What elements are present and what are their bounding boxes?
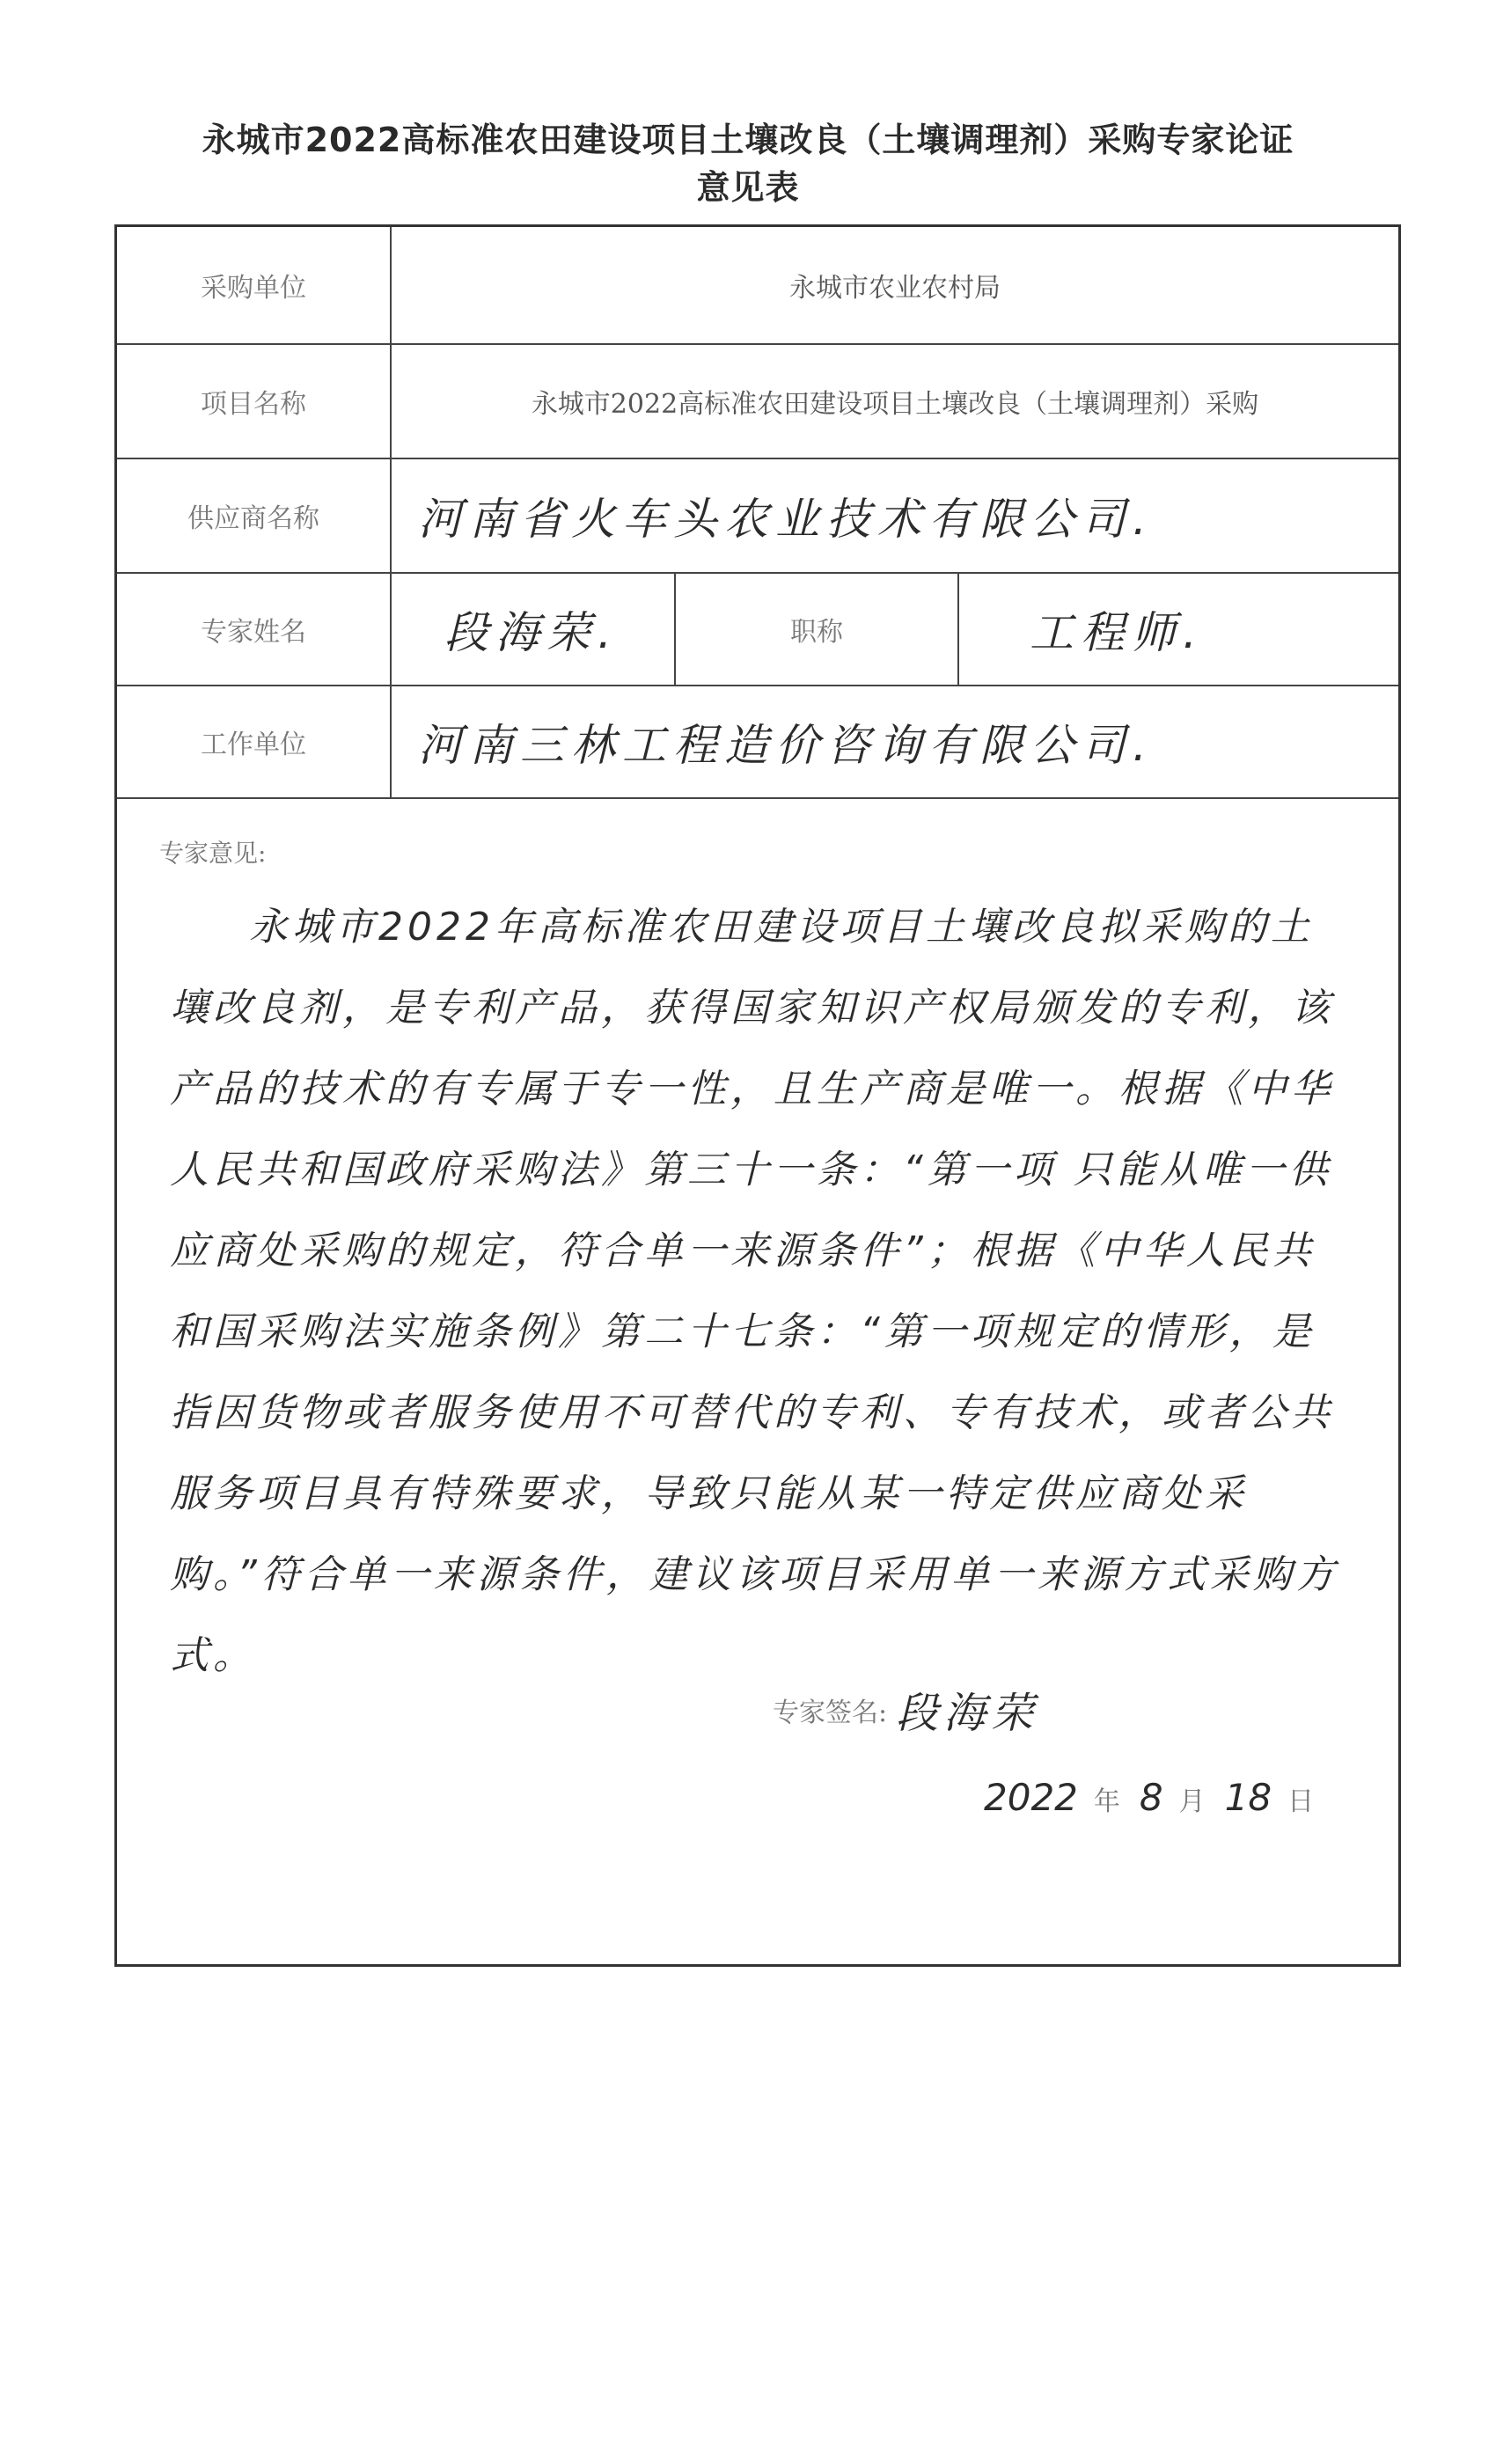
supplier-label: 供应商名称	[117, 459, 392, 572]
employer-label: 工作单位	[117, 686, 392, 797]
form-title-line2: 意见表	[696, 168, 800, 207]
signature-block	[773, 1679, 1038, 1740]
date-day-unit: 日	[1287, 1786, 1315, 1817]
opinion-form-table	[114, 224, 1401, 1967]
employer-value: 河南三林工程造价咨询有限公司.	[418, 720, 1154, 771]
signature-label: 专家签名:	[773, 1697, 888, 1728]
purchaser-label: 采购单位	[117, 227, 392, 343]
date-month: 8	[1139, 1776, 1163, 1819]
signature-value: 段海荣	[896, 1689, 1039, 1738]
form-title-line1: 永城市2022高标准农田建设项目土壤改良（土壤调理剂）采购专家论证	[202, 121, 1294, 159]
expert-title-label: 职称	[676, 574, 959, 685]
expert-name-value: 段海荣.	[392, 574, 676, 685]
date-year-unit: 年	[1093, 1786, 1120, 1817]
project-label: 项目名称	[117, 345, 392, 458]
signing-date	[984, 1776, 1333, 1819]
row-purchaser	[117, 227, 1398, 345]
opinion-label: 专家意见:	[159, 839, 267, 868]
row-supplier	[117, 459, 1398, 574]
expert-title-value: 工程师.	[1030, 607, 1204, 658]
opinion-text: 永城市2022年高标准农田建设项目土壤改良拟采购的土壤改良剂，是专利产品，获得国家知识产权局颁发的专利，该产品的技术的有专属于专一性，且生产商是唯一。根据《中华人民共和国政府采购法》第三十一条：“第一项 只能从唯一供应商处采购的规定，符合单一来源条件”；根据《中华人民共和国采购法实施条例》第二十七条：“第一项规定的情形，是指因货物或者服务使用不可替代的专利、专有技术，或者公共服务项目具有特殊要求，导致只能从某一特定供应商处采购。”符合单一来源条件，建议该项目采用单一来源方式采购方式。	[170, 905, 1339, 1678]
project-value: 永城市2022高标准农田建设项目土壤改良（土壤调理剂）采购	[531, 389, 1259, 420]
supplier-value: 河南省火车头农业技术有限公司.	[418, 494, 1154, 545]
row-project	[117, 345, 1398, 459]
date-month-unit: 月	[1178, 1786, 1206, 1817]
date-day: 18	[1224, 1776, 1272, 1819]
expert-name-label: 专家姓名	[117, 574, 392, 685]
expert-opinion-section	[117, 799, 1398, 1969]
row-expert	[117, 574, 1398, 686]
row-employer	[117, 686, 1398, 799]
purchaser-value: 永城市农业农村局	[789, 273, 1001, 304]
date-year: 2022	[984, 1776, 1078, 1819]
